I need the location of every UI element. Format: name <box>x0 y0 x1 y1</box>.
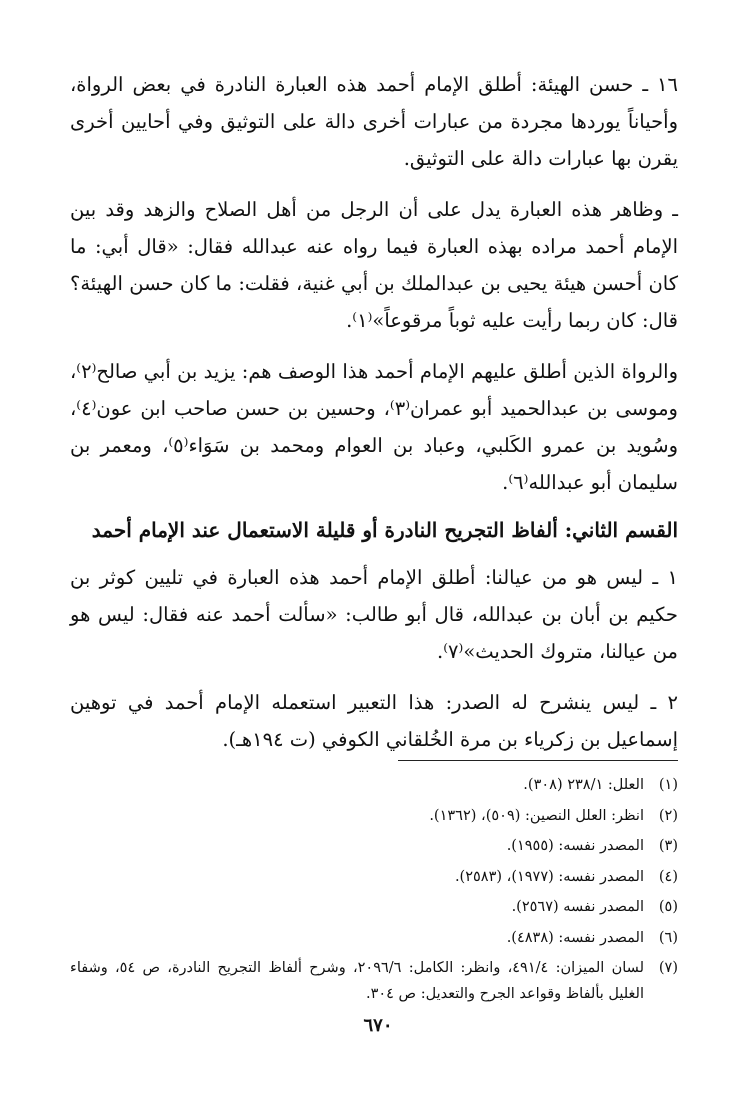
footnote-3 <box>70 831 678 862</box>
footnote-7 <box>70 955 678 1007</box>
page-body <box>70 66 678 758</box>
footnote-number: (٥) <box>658 899 678 915</box>
paragraph-item-2: ٢ ـ ليس ينشرح له الصدر: هذا التعبير استعمله الإمام أحمد في توهين إسماعيل بن زكرياء بن مرة الخُلقاني الكوفي (ت ١٩٤هـ). <box>70 691 678 751</box>
footnote-separator <box>398 760 678 761</box>
page-number: ٦٧٠ <box>363 1015 393 1036</box>
footnote-number: (٢) <box>658 807 678 824</box>
footnote-text: العلل: ٢٣٨/١ (٣٠٨). <box>523 777 644 793</box>
footnote-number: (٤) <box>658 868 678 885</box>
footnote-text: لسان الميزان: ٤٩١/٤، وانظر: الكامل: ٢٠٩٦/٦، وشرح ألفاظ التجريح النادرة، ص ٥٤، وشفاء الغليل بألفاظ وقواعد الجرح والتعديل: ص ٣٠٤. <box>70 960 645 1002</box>
footnote-text: المصدر نفسه: (٤٨٣٨). <box>506 929 644 946</box>
footnote-4 <box>70 862 678 893</box>
footnote-2 <box>70 801 678 832</box>
footnote-text: المصدر نفسه (٢٥٦٧). <box>511 899 644 915</box>
footnote-text: انظر: العلل النصين: (٥٠٩)، (١٣٦٢). <box>429 807 644 824</box>
section-heading: القسم الثاني: ألفاظ التجريح النادرة أو قليلة الاستعمال عند الإمام أحمد <box>91 518 678 542</box>
paragraph-narrators: والرواة الذين أطلق عليهم الإمام أحمد هذا الوصف هم: يزيد بن أبي صالح⁽٢⁾، وموسى بن عبدالحميد أبو عمران⁽٣⁾، وحسين بن حسن صاحب ابن عون⁽٤⁾، وسُويد بن عمرو الكَلبي، وعباد بن العوام ومحمد بن سَوَاء⁽٥⁾، ومعمر بن سليمان أبو عبدالله⁽٦⁾. <box>70 360 678 494</box>
paragraph-explanation: ـ وظاهر هذه العبارة يدل على أن الرجل من أهل الصلاح والزهد وقد بين الإمام أحمد مراده بهذه العبارة فيما رواه عنه عبدالله فقال: «قال أبي: ما كان أحسن هيئة يحيى بن عبدالملك بن أبي غنية، فقلت: ما كان حسن الهيئة؟ قال: كان ربما رأيت عليه ثوباً مرقوعاً»⁽١⁾. <box>70 198 678 332</box>
footnote-5 <box>70 892 678 923</box>
paragraph-item-1: ١ ـ ليس هو من عيالنا: أطلق الإمام أحمد هذه العبارة في تليين كوثر بن حكيم بن أبان بن عبدالله، قال أبو طالب: «سألت أحمد عنه فقال: ليس هو من عيالنا، متروك الحديث»⁽٧⁾. <box>70 566 678 663</box>
footnote-1 <box>70 770 678 801</box>
footnote-number: (٦) <box>658 929 678 946</box>
footnote-6 <box>70 923 678 954</box>
footnote-text: المصدر نفسه: (١٩٥٥). <box>506 838 644 854</box>
footnote-number: (٣) <box>658 838 678 854</box>
footnote-number: (١) <box>658 777 678 793</box>
paragraph-husn-al-hay-a: ١٦ ـ حسن الهيئة: أطلق الإمام أحمد هذه العبارة النادرة في بعض الرواة، وأحياناً يوردها مجردة من عبارات أخرى دالة على التوثيق وفي أحايين أخرى يقرن بها عبارات دالة على التوثيق. <box>70 73 678 170</box>
footnote-number: (٧) <box>658 960 678 976</box>
footnote-text: المصدر نفسه: (١٩٧٧)، (٢٥٨٣). <box>454 868 644 885</box>
footnotes <box>70 770 678 1007</box>
